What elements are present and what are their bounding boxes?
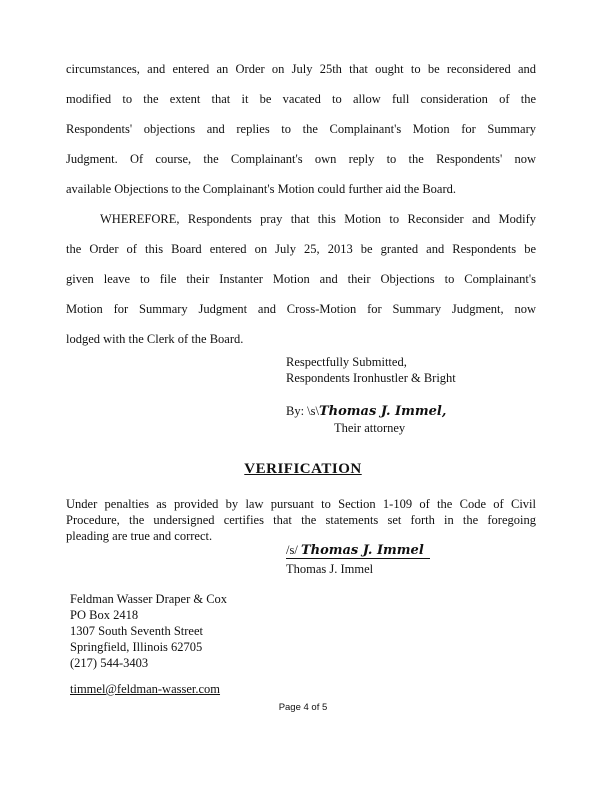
page-number: Page 4 of 5 [278, 702, 328, 713]
phone-number: (217) 544-3403 [70, 656, 149, 670]
para1-line-4: Judgment. Of course, the Complainant's own reply to the Respondents' now [66, 152, 536, 166]
para2-line-4: Motion for Summary Judgment and Cross-Motion for Summary Judgment, now [66, 302, 536, 316]
para1-line-1: circumstances, and entered an Order on July 25th that ought to be reconsidered and [66, 62, 536, 76]
email-link[interactable]: timmel@feldman-wasser.com [70, 682, 221, 696]
verification-heading: VERIFICATION [244, 461, 362, 477]
verification-signature [286, 543, 430, 559]
verification-signature-name: Thomas J. Immel [300, 543, 424, 558]
firm-name: Feldman Wasser Draper & Cox [70, 592, 228, 606]
verification-line-1: Under penalties as provided by law pursuant to Section 1-109 of the Code of Civil [66, 497, 536, 511]
sig-prefix: /s/ [286, 543, 298, 557]
po-box: PO Box 2418 [70, 608, 139, 622]
para2-line-3: given leave to file their Instanter Motion and their Objections to Complainant's [66, 272, 536, 286]
signature-line [286, 404, 446, 419]
party-name: Respondents Ironhustler & Bright [286, 371, 456, 385]
street-address: 1307 South Seventh Street [70, 624, 203, 638]
by-label: By: \s\ [286, 404, 319, 418]
para2-line-1: WHEREFORE, Respondents pray that this Motion to Reconsider and Modify [100, 212, 536, 226]
printed-name: Thomas J. Immel [286, 562, 374, 576]
closing: Respectfully Submitted, [286, 355, 407, 369]
para1-line-3: Respondents' objections and replies to the Complainant's Motion for Summary [66, 122, 536, 136]
attorney-role: Their attorney [334, 421, 406, 435]
para2-line-5: lodged with the Clerk of the Board. [66, 332, 244, 346]
attorney-signature: Thomas J. Immel, [319, 404, 447, 419]
verification-line-3: pleading are true and correct. [66, 529, 213, 543]
para2-line-2: the Order of this Board entered on July 25, 2013 be granted and Respondents be [66, 242, 536, 256]
para1-line-5: available Objections to the Complainant's Motion could further aid the Board. [66, 182, 457, 196]
para1-line-2: modified to the extent that it be vacated to allow full consideration of the [66, 92, 536, 106]
city-state-zip: Springfield, Illinois 62705 [70, 640, 203, 654]
verification-line-2: Procedure, the undersigned certifies that the statements set forth in the foregoing [66, 513, 536, 527]
